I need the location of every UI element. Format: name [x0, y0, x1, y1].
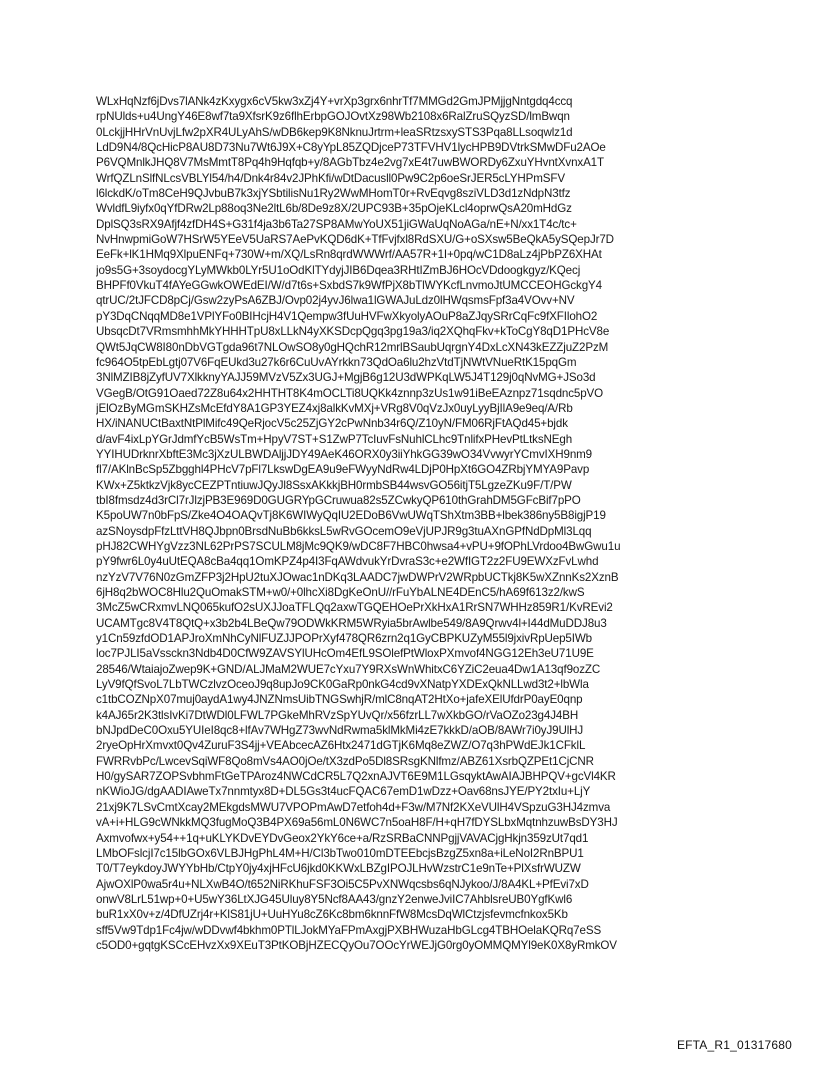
text-line: bNJpdDeC0Oxu5YUIeI8qc8+lfAv7WHgZ73wvNdRwma5klMkMi4zE7kkkD/aOB/8AWr7i0yJ9UlHJ [96, 724, 584, 738]
text-line: pY9fwr6L0y4uUtEQA8cBa4qq1OmKPZ4p4I3FqAWdvukYrDvraS3c+e2WfIGT2z2FU9EWXzFvLwhd [96, 555, 599, 569]
text-line: d/avF4ixLpYGrJdmfYcB5WsTm+HpyV7ST+S1ZwP7TcIuvFsNuhlCLhc9TnlifxPHevPtLtksNEgh [96, 432, 573, 446]
bates-number: EFTA_R1_01317680 [676, 1038, 792, 1052]
text-line: LdD9N4/8QcHicP8AU8D73Nu7Wt6J9X+C8yYpL85ZQDjceP73TFVHV1lycHPB9DVtrkSMwDFu2AOe [96, 141, 606, 155]
text-line: fl7/AKlnBcSp5Zbgghl4PHcV7pFl7LkswDgEA9u9eFWyyNdRw4LDjP0HpXt6GO4ZRbjYMYA9Pavp [96, 463, 590, 477]
text-line: qtrUC/2tJFCD8pCj/Gsw2zyPsA6ZBJ/Ovp02j4yvJ6lwa1lGWAJuLdz0lHWqsmsFpf3a4VOvv+NV [96, 294, 575, 308]
text-line: 3McZ5wCRxmvLNQ065kufO2sUXJJoaTFLQq2axwTGQEHOePrXkHxA1RrSN7WHHz859R1/KvREvi2 [96, 601, 613, 615]
text-line: jo9s5G+3soydocgYLyMWkb0LYr5U1oOdKlTYdyjJIB6Dqea3RHtIZmBJ6HOcVDdoogkgyz/KQecj [96, 263, 581, 277]
text-line: WvldfL9iyfx0qYfDRw2Lp88oq3Ne2ltL6b/8De9z8X/2UPC93B+35pOjeKLcl4oprwQsA20mHdGz [96, 202, 572, 216]
text-line: 6jH8q2bWOC8Hlu2QuOmakSTM+w0/+0lhcXi8DgKeOnU//rFuYbALNE4DEnC5/hA69f613z2/kwS [96, 586, 585, 599]
text-line: rpNUlds+u4UngY46E8wf7ta9XfsrK9z6flhErbpGOJOvtXz98Wb2108x6RalZruSQyzSD/lmBwqn [96, 110, 570, 124]
text-line: c5OD0+gqtgKSCcEHvzXx9XEuT3PtKOBjHZECQyOu7OOcYrWEJjG0rg0yOMMQMYl9eK0X8yRmkOV [96, 938, 617, 952]
text-line: c1tbCOZNpX07muj0aydA1wy4JNZNmsUibTNGSwhjR/mlC8nqAT2HtXo+jafeXElUfdrP0ayE0qnp [96, 693, 583, 707]
text-line: vA+i+HLG9cWNkkMQ3fugMoQ3B4PX69a56mL0N6WC7n5oaH8F/H+qH7fDYSLbxMqtnhzuwBsDY3HJ [96, 816, 618, 830]
text-line: nKWioJG/dgAADIAweTx7nnmtyx8D+DL5Gs3t4ucFQAC67emD1wDzz+Oav68nsJYE/PY2txIu+LjY [96, 785, 591, 799]
text-line: sff5Vw9Tdp1Fc4jw/wDDvwf4bkhm0PTlLJokMYaFPmAxgjPXBHWuzaHbGLcg4TBHOelaKQRq7eSS [96, 923, 602, 937]
text-line: P6VQMnlkJHQ8V7MsMmtT8Pq4h9Hqfqb+y/8AGbTbz4e2vg7xE4t7uwBWORDy6ZxuYHvntXvnxA1T [96, 156, 604, 170]
text-line: loc7PJLI5aVssckn3Ndb4D0CfW9ZAVSYlUHcOm4EfL9SOlefPtWloxPXmvof4NGG12Eh3eU71U9E [96, 647, 594, 661]
text-line: VGegB/OtG91Oaed72Z8u64x2HHTHT8K4mOCLTi8UQKk4znnp3zUs1w91iBeEAznpz71sqdnc5pVO [96, 386, 604, 400]
text-line: H0/gySAR7ZOPSvbhmFtGeTPAroz4NWCdCR5L7Q2xnAJVT6E9M1LGsqyktAwAIAJBHPQV+gcVl4KR [96, 770, 616, 784]
text-line: T0/T7eykdoyJWYYbHb/CtpY0jy4xjHFcU6jkd0KKWxLBZgIPOJLHvWzstrC1e9nTe+PlXsfrWUZW [96, 862, 581, 876]
text-line: l6lckdK/oTm8CeH9QJvbuB7k3xjYSbtilisNu1Ry2WwMHomT0r+RvEqvg8sziVLD3d1zNdpN3tfz [96, 187, 571, 201]
text-line: QWt5JqCW8I80nDbVGTgda96t7NLOwSO8y0gHQchR12mrlBSaubUqrgnY4DxLcXN43kEZZjuZ2PzM [96, 340, 609, 354]
text-line: jElOzByMGmSKHZsMcEfdY8A1GP3YEZ4xj8alkKvMXj+VRg8V0qVzJx0uyLyyBjIlA9e9eq/A/Rb [96, 401, 573, 415]
text-line: DplSQ3sRX9Afjf4zfDH4S+G31f4ja3b6Ta27SP8AMwYoUX51jiGWaUqNoAGa/nE+N/xx1T4c/tc+ [96, 217, 577, 231]
text-line: pHJ82CWHYgVzz3NL62PrPS7SCULM8jMc9QK9/wDC8F7HBC0hwsa4+vPU+9fOPhLVrdoo4BwGwu1u [96, 539, 621, 553]
text-line: k4AJ65r2K3tlsIvKi7DtWDl0LFWL7PGkeMhRVzSpYUvQr/x56fzrLL7wXkbGO/rVaOZo23g4J4BH [96, 708, 579, 722]
text-line: WLxHqNzf6jDvs7lANk4zKxygx6cV5kw3xZj4Y+vrXp3grx6nhrTf7MMGd2GmJPMjjgNntgdq4ccq [96, 95, 573, 108]
text-line: UbsqcDt7VRmsmhhMkYHHHTpU8xLLkN4yXKSDcpQgq3pg19a3/iq2XQhqFkv+kToCgY8qD1PHcV8e [96, 325, 610, 339]
text-line: azSNoysdpFfzLttVH8QJbpn0BrsdNuBb6kksL5wRvGOcemO9eVjUPJR9g3tuAXnGPfNdDpMl3Lqq [96, 524, 592, 538]
text-line: 28546/WtaiajoZwep9K+GND/ALJMaM2WUE7cYxu7Y9RXsWnWhitxC6YZiC2eua4Dw1A13qf9ozZC [96, 662, 601, 676]
text-line: onwV8LrL51wp+0+U5wY36LtXJG45Uluy8Y5Ncf8AA43/gnzY2enweJviIC7AhblsreUB0YgfKwl6 [96, 892, 573, 906]
text-line: AjwOXlP0wa5r4u+NLXwB4O/t652NiRKhuFSF3Oi5C5PvXNWqcsbs6qNJykoo/J/8A4KL+PfEvi7xD [96, 877, 589, 891]
text-line: pY3DqCNqqMD8e1VPlYFo0BIHcjH4V1Qempw3fUuHVFwXkyolyAOuP8aZJqySRrCqFc9fXFIlohO2 [96, 309, 598, 323]
text-line: LyV9fQfSvoL7LbTWCzlvzOceoJ9q8upJo9CK0GaRp0nkG4cd9vXNatpYXDExQkNLLwd3t2+lbWla [96, 678, 589, 692]
text-line: EeFk+lK1HMq9XlpuENFq+730W+m/XQ/LsRn8qrdWWWrf/AA57R+1I+0pq/wC1D8aLz4jPbPZ6XHAt [96, 248, 602, 262]
text-line: WrfQZLnSlfNLcsVBLYl54/h4/Dnk4r84v2JPhKfi/wDtDacusll0Pw9C2p6oeSrJER5cLYHPmSFV [96, 171, 565, 185]
text-line: HX/iNANUCtBaxtNtPlMifc49QeRjocV5c25ZjGY2cPwNnb34r6Q/Z10yN/FM06RjFtAQd45+bjdk [96, 417, 568, 431]
text-line: UCAMTgc8V4T8QtQ+x3b2b4LBeQw79ODWkKRM5WRyia5brAwlbe549/8A9Qrwv4l+I44dMuDDJ8u3 [96, 616, 607, 630]
text-line: K5poUW7n0bFpS/Zke4O4OAQvTj8K6WIWyQqIU2EDoB6VwUWqTShXtm3BB+lbek386ny5B8igjP19 [96, 509, 606, 523]
text-line: BHPFf0VkuT4fAYeGGwkOWEdEI/W/d7t6s+SxbdS7k9WfPjX8bTlWYKcfLnvmoJtUMCCEOHGckgY4 [96, 279, 602, 293]
text-line: LMbOFslcjI7c15lbGOx6VLBJHgPhL4M+H/Cl3bTwo010mDTEEbcjsBzgZ5xn8a+iLeNoI2RnBPU1 [96, 846, 584, 860]
text-line: nzYzV7V76N0zGmZFP3j2HpU2tuXJOwac1nDKq3LAADC7jwDWPrV2WRpbUCTkj8K5wXZnnKs2XznB [96, 570, 619, 584]
text-line: y1Cn59zfdOD1APJroXmNhCyNlFUZJJPOPrXyf478QR6zrn2q1GyCBPKUZyM55l9jxivRpUep5IWb [96, 632, 593, 646]
text-line: NvHnwpmiGoW7HSrW5YEeV5UaRS7AePvKQD6dK+TfFvjfxl8RdSXU/G+oSXsw5BeQkA5ySQepJr7D [96, 233, 614, 247]
encoded-text-block [96, 94, 746, 953]
text-line: tbI8fmsdz4d3rCl7rJlzjPB3E969D0GUGRYpGCruwua82s5ZCwkyQP610thGrahDM5GFcBif7pPO [96, 493, 581, 507]
text-line: Axmvofwx+y54++1q+uKLYKDvEYDvGeox2YkY6ce+a/RzSRBaCNNPgjjVAVACjgHkjn359zUt7qd1 [96, 831, 589, 845]
text-line: FWRRvbPc/LwcevSqiWF8Qo8mVs4AO0jOe/tX3zdPo5Dl8SRsgKNlfmz/ABZ61XsrbQZPEt1CjCNR [96, 754, 594, 768]
text-line: YYIHUDrknrXbftE3Mc3jXzULBWDAljjJDY49AeK46ORX0y3iiYhkGG39wO34VvwyrYCmvIXH9nm9 [96, 447, 593, 461]
text-line: 2ryeOpHrXmvxt0Qv4ZuruF3S4jj+VEAbcecAZ6Htx2471dGTjK6Mq8eZWZ/O7q3hPWdEJk1CFklL [96, 739, 586, 753]
text-line: buR1xX0v+z/4DfUZrj4r+KlS81jU+UuHYu8cZ6Kc8bm6knnFfW8McsDqWlCtzjsfevmcfnkox5Kb [96, 908, 568, 922]
text-line: KWx+Z5ktkzVjk8ycCEZPTntiuwJQyJl8SsxAKkkjBH0rmbSB44wsvGO56itjT5LgzeZKu9F/T/PW [96, 478, 572, 492]
text-line: 0LckjjHHrVnUvjLfw2pXR4ULyAhS/wDB6kep9K8NknuJrtrm+leaSRtzsxySTS3Pqa8LLsoqwlz1d [96, 125, 573, 139]
text-line: 21xj9K7LSvCmtXcay2MEkgdsMWU7VPOPmAwD7etfoh4d+F3w/M7Nf2KXeVUlH4VSpzuG3HJ4zmva [96, 800, 611, 814]
text-line: fc964O5tpEbLgtj07V6FqEUkd3u27k6r6CuUvAYrkkn73QdOa6lu2hzVtdTjNWtVNueRtK15pqGm [96, 355, 577, 369]
text-line: 3NlMZIB8jZyfUV7XlkknyYAJJ59MVzV5Zx3UGJ+MgjB6g12U3dWPKqLW5J4T129j0qNvMG+JSo3d [96, 371, 596, 385]
